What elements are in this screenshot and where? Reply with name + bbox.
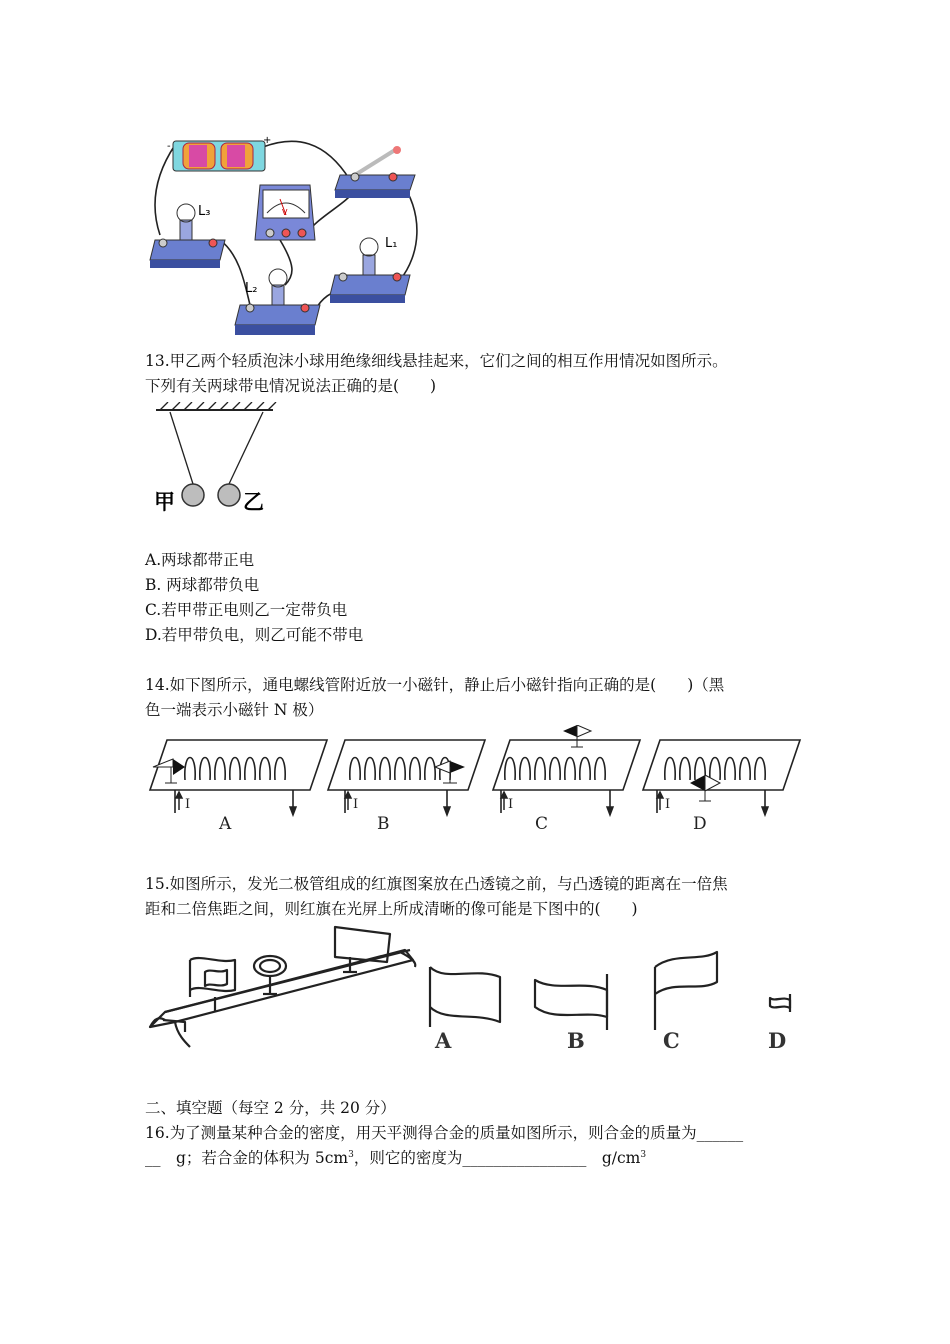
compass-needle-icon bbox=[563, 725, 591, 747]
solenoid-panel-a bbox=[150, 740, 327, 813]
q13-option-c: C.若甲带正电则乙一定带负电 bbox=[145, 601, 348, 619]
q14-line1: 14.如下图所示，通电螺线管附近放一小磁针，静止后小磁针指向正确的是( )（黑 bbox=[145, 676, 725, 694]
q16-line2: __ g；若合金的体积为 $5cm^3$，则它的密度为________________ $g/cm^3$ bbox=[145, 1149, 647, 1167]
svg-text:V: V bbox=[282, 208, 288, 217]
question-15 bbox=[145, 872, 810, 922]
lamp-l1-icon bbox=[330, 236, 410, 303]
svg-text:L₃: L₃ bbox=[198, 204, 211, 219]
section-2-title: 二、填空题（每空 2 分，共 20 分） bbox=[145, 1099, 396, 1117]
compass-needle-icon bbox=[153, 759, 185, 783]
solenoid-figure bbox=[145, 725, 810, 835]
image-option-d bbox=[770, 994, 790, 1012]
q13-option-b: B. 两球都带负电 bbox=[145, 576, 260, 594]
current-label-d: I bbox=[665, 797, 671, 812]
q16-line1: 16.为了测量某种合金的密度，用天平测得合金的质量如图所示，则合金的质量为______ bbox=[145, 1124, 744, 1142]
panel-label-c: C bbox=[535, 814, 549, 834]
ball-label-yi: 乙 bbox=[243, 490, 264, 514]
image-label-b: B bbox=[567, 1028, 585, 1053]
solenoid-panel-c bbox=[493, 740, 640, 813]
current-label-b: I bbox=[353, 797, 359, 812]
q13-line2: 下列有关两球带电情况说法正确的是( ) bbox=[145, 377, 437, 395]
battery-icon bbox=[167, 135, 271, 171]
question-13 bbox=[145, 349, 810, 399]
image-label-d: D bbox=[768, 1028, 787, 1053]
image-label-a: A bbox=[435, 1028, 452, 1053]
q15-line1: 15.如图所示，发光二极管组成的红旗图案放在凸透镜之前，与凸透镜的距离在一倍焦 bbox=[145, 875, 728, 893]
svg-text:+: + bbox=[263, 135, 272, 146]
image-option-c bbox=[655, 952, 717, 1030]
image-option-a bbox=[430, 967, 500, 1027]
current-label-a: I bbox=[185, 797, 191, 812]
image-label-c: C bbox=[663, 1028, 680, 1053]
q15-line2: 距和二倍焦距之间，则红旗在光屏上所成清晰的像可能是下图中的( ) bbox=[145, 900, 638, 918]
circuit-figure bbox=[145, 135, 420, 345]
ball-label-jia: 甲 bbox=[154, 490, 175, 514]
voltmeter-icon bbox=[255, 185, 315, 240]
q13-options bbox=[145, 548, 810, 648]
q13-line1: 13.甲乙两个轻质泡沫小球用绝缘细线悬挂起来，它们之间的相互作用情况如图所示。 bbox=[145, 352, 728, 370]
panel-label-b: B bbox=[377, 814, 390, 834]
ball-jia bbox=[182, 484, 204, 506]
suspended-balls-figure bbox=[148, 402, 278, 522]
current-label-c: I bbox=[508, 797, 514, 812]
q13-option-a: A.两球都带正电 bbox=[145, 551, 255, 569]
svg-text:-: - bbox=[167, 141, 171, 152]
lamp-l3-icon bbox=[150, 204, 225, 268]
q13-option-d: D.若甲带负电，则乙可能不带电 bbox=[145, 626, 364, 644]
section-2 bbox=[145, 1096, 810, 1171]
question-14 bbox=[145, 673, 810, 723]
lamp-l2-icon bbox=[235, 269, 320, 335]
panel-label-a: A bbox=[219, 814, 232, 834]
svg-text:L₁: L₁ bbox=[385, 236, 398, 251]
solenoid-panel-b bbox=[328, 740, 485, 813]
ball-yi bbox=[218, 484, 240, 506]
panel-label-d: D bbox=[693, 814, 707, 834]
svg-text:L₂: L₂ bbox=[245, 281, 258, 296]
lens-bench-figure bbox=[145, 922, 810, 1057]
q14-line2: 色一端表示小磁针 N 极） bbox=[145, 701, 324, 719]
image-option-b bbox=[535, 974, 607, 1030]
switch-icon bbox=[335, 146, 415, 198]
